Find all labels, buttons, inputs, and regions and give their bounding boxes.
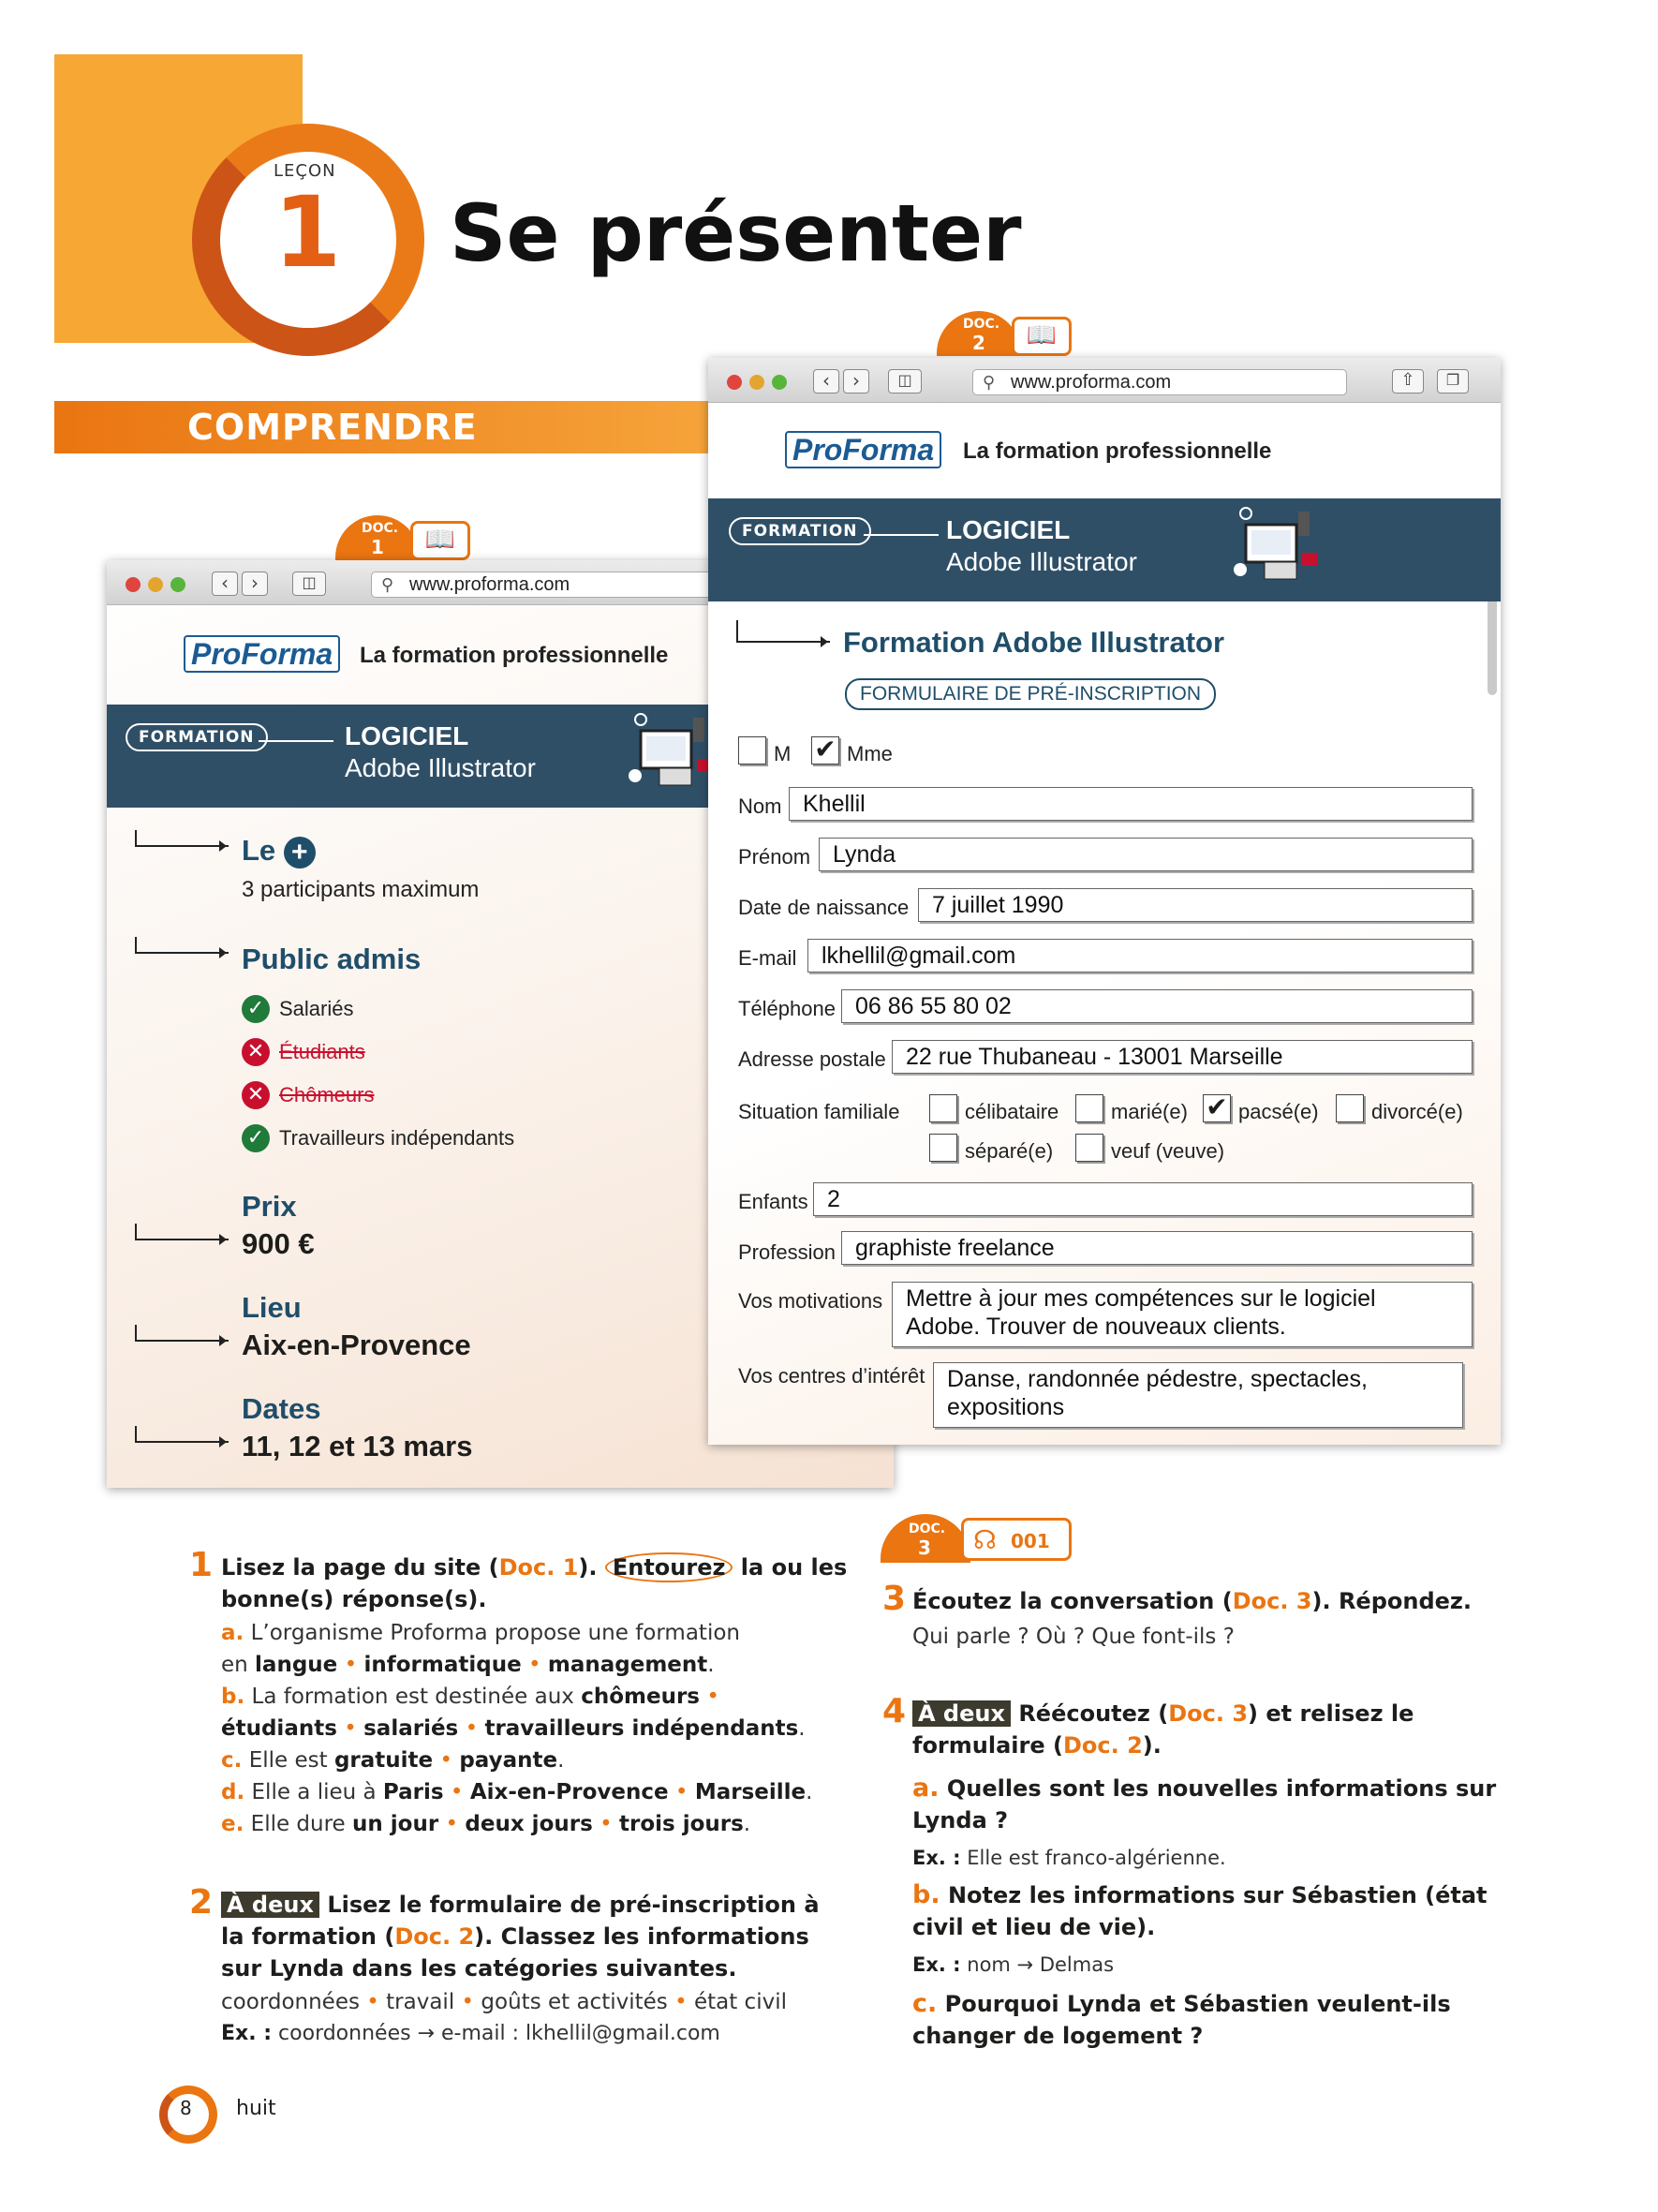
ex4-item-c bbox=[912, 1988, 1451, 2020]
doc1-public-title: Public admis bbox=[242, 943, 422, 975]
ex4-instruction-line2 bbox=[912, 1730, 1162, 1761]
ex1-item-text: L’organisme Proforma propose une formation bbox=[250, 1621, 740, 1645]
form-subtitle: FORMULAIRE DE PRÉ-INSCRIPTION bbox=[845, 678, 1216, 710]
forward-icon[interactable]: › bbox=[843, 369, 869, 393]
check-icon: ✓ bbox=[242, 995, 270, 1023]
situation-option: célibataire bbox=[965, 1100, 1059, 1123]
ex4-item-text: Pourquoi Lynda et Sébastien veulent-ils bbox=[944, 1991, 1451, 2017]
situation-option: séparé(e) bbox=[965, 1139, 1054, 1163]
doc1-dates-title: Dates bbox=[242, 1392, 321, 1425]
answer-option[interactable]: trois jours bbox=[618, 1812, 744, 1836]
ex3-text: Écoutez la conversation ( bbox=[912, 1588, 1233, 1614]
ex4-example-b bbox=[912, 1949, 1114, 1981]
ex4-text: ). bbox=[1142, 1732, 1162, 1759]
arrow-bracket-icon bbox=[135, 937, 229, 954]
example-label: Ex. : bbox=[912, 1953, 961, 1976]
ex1-number: 1 bbox=[189, 1546, 214, 1584]
gender-m-label: M bbox=[774, 742, 792, 765]
ex2-categories: coordonnées • travail • goûts et activités • état civil bbox=[221, 1990, 787, 2014]
doc1-public-item: Salariés bbox=[279, 997, 354, 1020]
email-field[interactable]: lkhellil@gmail.com bbox=[807, 939, 1473, 972]
profession-label: Profession bbox=[738, 1240, 836, 1264]
separe-checkbox[interactable] bbox=[929, 1134, 957, 1162]
back-icon[interactable]: ‹ bbox=[813, 369, 839, 393]
pair-work-tag: À deux bbox=[912, 1700, 1011, 1727]
doc2-logo[interactable]: ProForma bbox=[785, 431, 941, 468]
example-label: Ex. : bbox=[912, 1847, 961, 1869]
doc1-badge-number: 1 bbox=[371, 536, 384, 558]
answer-option[interactable]: management bbox=[547, 1653, 708, 1677]
sidebar-icon[interactable]: ◫ bbox=[292, 572, 326, 596]
ex1-letter: a. bbox=[221, 1621, 244, 1645]
doc2-browser-toolbar bbox=[708, 358, 1501, 403]
ex4-example-a bbox=[912, 1842, 1226, 1874]
form-title: Formation Adobe Illustrator bbox=[843, 626, 1225, 659]
ex2-text: Lisez le formulaire de pré-inscription à bbox=[327, 1892, 820, 1918]
section-title: COMPRENDRE bbox=[187, 407, 478, 448]
centres-field[interactable] bbox=[933, 1362, 1463, 1428]
doc2-formation-pill: FORMATION bbox=[729, 517, 871, 545]
answer-option[interactable]: Marseille bbox=[694, 1780, 807, 1804]
check-icon: ✓ bbox=[242, 1124, 270, 1152]
page-title: Se présenter bbox=[450, 187, 1022, 279]
search-icon: ⚲ bbox=[983, 373, 996, 392]
doc2-band-title: LOGICIEL bbox=[946, 515, 1071, 544]
ex1-letter: e. bbox=[221, 1812, 244, 1836]
celibataire-checkbox[interactable] bbox=[929, 1094, 957, 1122]
book-icon: 📖 bbox=[410, 521, 470, 560]
answer-option[interactable]: deux jours bbox=[465, 1812, 593, 1836]
motivations-field[interactable] bbox=[892, 1282, 1473, 1347]
ex1-item-text: Elle a lieu à bbox=[251, 1780, 377, 1804]
email-label: E-mail bbox=[738, 946, 797, 970]
ex4-item-b-line2: civil et lieu de vie). bbox=[912, 1914, 1156, 1940]
ex4-text: ) et relisez le bbox=[1248, 1700, 1414, 1727]
gender-m-checkbox[interactable] bbox=[738, 736, 766, 765]
answer-option[interactable]: salariés bbox=[363, 1716, 459, 1741]
ex1-text: ). bbox=[578, 1554, 605, 1581]
arrow-bracket-icon bbox=[135, 830, 229, 847]
doc1-badge-label: DOC. bbox=[362, 521, 399, 536]
ex4-doc-ref: Doc. 3 bbox=[1168, 1700, 1249, 1727]
doc1-logo[interactable]: ProForma bbox=[184, 635, 340, 673]
doc1-public-item: Chômeurs bbox=[279, 1083, 375, 1106]
ex1-item-a bbox=[221, 1617, 740, 1649]
situation-option: marié(e) bbox=[1111, 1100, 1188, 1123]
tabs-icon[interactable]: ❐ bbox=[1437, 369, 1469, 393]
divorce-checkbox[interactable] bbox=[1336, 1094, 1364, 1122]
plus-icon: + bbox=[284, 837, 316, 868]
page-number: 8 bbox=[180, 2097, 192, 2119]
adresse-label: Adresse postale bbox=[738, 1047, 886, 1071]
veuf-checkbox[interactable] bbox=[1075, 1134, 1103, 1162]
telephone-field[interactable]: 06 86 55 80 02 bbox=[841, 989, 1473, 1023]
share-icon[interactable]: ⇧ bbox=[1392, 369, 1424, 393]
ex2-text: ). Classez les informations bbox=[474, 1923, 809, 1950]
example-text: Elle est franco-algérienne. bbox=[967, 1847, 1226, 1869]
prenom-field[interactable]: Lynda bbox=[819, 838, 1473, 871]
answer-option[interactable]: chômeurs bbox=[581, 1685, 700, 1709]
doc1-le-plus-text: Le bbox=[242, 834, 276, 867]
cross-icon: ✕ bbox=[242, 1038, 270, 1066]
ex4-letter: a. bbox=[912, 1774, 940, 1803]
nom-field[interactable]: Khellil bbox=[789, 787, 1473, 821]
answer-option[interactable]: informatique bbox=[363, 1653, 522, 1677]
ex1-item-text: Elle dure bbox=[250, 1812, 346, 1836]
computer-illustration-icon bbox=[1233, 502, 1326, 586]
minimize-dot[interactable] bbox=[148, 577, 163, 592]
ex2-number: 2 bbox=[189, 1883, 214, 1922]
pacse-checkbox[interactable]: ✔ bbox=[1203, 1094, 1231, 1122]
arrow-bracket-icon bbox=[736, 620, 830, 643]
ex1-item-b: b. La formation est destinée aux chômeurs • bbox=[221, 1685, 719, 1709]
answer-option[interactable]: Paris bbox=[382, 1780, 444, 1804]
ex4-text: Réécoutez ( bbox=[1018, 1700, 1169, 1727]
maximize-dot[interactable] bbox=[170, 577, 185, 592]
doc3-badge bbox=[881, 1514, 1077, 1563]
lesson-label: LEÇON bbox=[274, 161, 336, 181]
centres-label: Vos centres d’intérêt bbox=[738, 1364, 925, 1388]
ex1-item-a-options: en langue • informatique • management. bbox=[221, 1653, 715, 1677]
ex2-text: la formation ( bbox=[221, 1923, 395, 1950]
enfants-label: Enfants bbox=[738, 1190, 808, 1213]
ex1-item-d: d. Elle a lieu à Paris • Aix-en-Provence • Marseille. bbox=[221, 1780, 813, 1804]
example-text: nom → Delmas bbox=[967, 1953, 1115, 1976]
answer-option[interactable]: étudiants bbox=[221, 1716, 337, 1741]
ex1-doc-ref: Doc. 1 bbox=[498, 1554, 579, 1581]
doc2-url-bar[interactable] bbox=[972, 369, 1347, 395]
doc2-badge bbox=[937, 311, 1077, 356]
search-icon: ⚲ bbox=[381, 575, 394, 594]
ex1-letter: d. bbox=[221, 1780, 245, 1804]
forward-icon[interactable]: › bbox=[242, 572, 268, 596]
ex4-item-text: Notez les informations sur Sébastien (état bbox=[947, 1882, 1488, 1908]
ex2-instruction-line3: sur Lynda dans les catégories suivantes. bbox=[221, 1955, 737, 1982]
ex2-doc-ref: Doc. 2 bbox=[394, 1923, 475, 1950]
doc1-public-item: Étudiants bbox=[279, 1040, 365, 1063]
doc2-band bbox=[708, 498, 1501, 601]
doc3-badge-label: DOC. bbox=[909, 1522, 946, 1537]
doc1-prix-value: 900 € bbox=[242, 1227, 315, 1260]
doc1-lieu-title: Lieu bbox=[242, 1291, 302, 1324]
doc1-tagline: La formation professionnelle bbox=[360, 643, 669, 668]
ex1-letter: b. bbox=[221, 1685, 245, 1709]
motivations-line: Mettre à jour mes compétences sur le logiciel bbox=[906, 1285, 1376, 1312]
answer-option[interactable]: Aix-en-Provence bbox=[469, 1780, 669, 1804]
ex1-item-text: La formation est destinée aux bbox=[251, 1685, 574, 1709]
ex1-letter: c. bbox=[221, 1748, 243, 1773]
ex4-item-c-line2: changer de logement ? bbox=[912, 2023, 1204, 2049]
ex1-instruction-line2: bonne(s) réponse(s). bbox=[221, 1586, 487, 1612]
cross-icon: ✕ bbox=[242, 1081, 270, 1109]
doc1-prix-title: Prix bbox=[242, 1190, 297, 1223]
ex2-instruction-line2 bbox=[221, 1921, 809, 1952]
situation-label: Situation familiale bbox=[738, 1100, 900, 1123]
naissance-label: Date de naissance bbox=[738, 896, 910, 919]
answer-option[interactable]: travailleurs indépendants bbox=[484, 1716, 799, 1741]
doc2-band-subtitle: Adobe Illustrator bbox=[946, 547, 1137, 576]
doc1-badge bbox=[335, 515, 476, 560]
ex4-instruction bbox=[912, 1698, 1414, 1730]
telephone-label: Téléphone bbox=[738, 997, 836, 1020]
answer-option[interactable]: payante bbox=[459, 1748, 558, 1773]
headphones-icon: ☊ bbox=[973, 1524, 997, 1555]
doc2-window bbox=[708, 358, 1501, 1445]
doc2-badge-number: 2 bbox=[972, 332, 985, 354]
ex4-text: formulaire ( bbox=[912, 1732, 1063, 1759]
page-number-word: huit bbox=[236, 2097, 276, 2120]
ex1-text: Lisez la page du site ( bbox=[221, 1554, 499, 1581]
ex4-number: 4 bbox=[882, 1692, 907, 1730]
close-dot[interactable] bbox=[727, 375, 742, 390]
answer-option[interactable]: un jour bbox=[352, 1812, 439, 1836]
doc3-audio-box[interactable] bbox=[961, 1518, 1072, 1561]
ex1-item-e: e. Elle dure un jour • deux jours • trois jours. bbox=[221, 1812, 751, 1836]
ex4-doc-ref: Doc. 2 bbox=[1062, 1732, 1143, 1759]
prenom-label: Prénom bbox=[738, 845, 811, 868]
ex1-item-b-options: étudiants • salariés • travailleurs indépendants. bbox=[221, 1716, 806, 1741]
doc1-participants: 3 participants maximum bbox=[242, 877, 480, 902]
ex3-number: 3 bbox=[882, 1580, 907, 1618]
doc1-le-plus bbox=[242, 834, 316, 868]
ex3-text: ). Répondez. bbox=[1311, 1588, 1472, 1614]
arrow-bracket-icon bbox=[135, 1224, 229, 1240]
doc2-tagline: La formation professionnelle bbox=[963, 438, 1272, 464]
close-dot[interactable] bbox=[126, 577, 141, 592]
situation-option: veuf (veuve) bbox=[1111, 1139, 1225, 1163]
doc3-audio-track: 001 bbox=[1011, 1530, 1050, 1552]
ex1-circled-word: Entourez bbox=[605, 1552, 733, 1582]
answer-option[interactable]: langue bbox=[255, 1653, 338, 1677]
ex3-subquestion: Qui parle ? Où ? Que font-ils ? bbox=[912, 1625, 1235, 1649]
category-item: travail bbox=[386, 1990, 455, 2014]
situation-option: pacsé(e) bbox=[1238, 1100, 1319, 1123]
arrow-bracket-icon bbox=[135, 1426, 229, 1443]
situation-option: divorcé(e) bbox=[1371, 1100, 1463, 1123]
ex4-item-a-line2: Lynda ? bbox=[912, 1807, 1009, 1833]
ex4-letter: b. bbox=[912, 1880, 940, 1909]
ex4-item-b bbox=[912, 1879, 1488, 1911]
profession-field[interactable]: graphiste freelance bbox=[841, 1231, 1473, 1265]
ex1-item-text: en bbox=[221, 1653, 248, 1677]
doc2-badge-label: DOC. bbox=[963, 317, 1000, 332]
ex1-item-c: c. Elle est gratuite • payante. bbox=[221, 1748, 565, 1773]
arrow-right-icon bbox=[259, 740, 333, 742]
centres-line: expositions bbox=[947, 1394, 1065, 1420]
doc1-band-subtitle: Adobe Illustrator bbox=[345, 753, 536, 782]
ex4-item-a bbox=[912, 1773, 1496, 1804]
ex3-instruction bbox=[912, 1585, 1472, 1617]
gender-mme-label: Mme bbox=[847, 742, 893, 765]
enfants-field[interactable]: 2 bbox=[813, 1182, 1473, 1216]
answer-option[interactable]: gratuite bbox=[333, 1748, 434, 1773]
doc2-url-text: www.proforma.com bbox=[1011, 372, 1172, 393]
doc1-formation-pill: FORMATION bbox=[126, 723, 268, 751]
centres-line: Danse, randonnée pédestre, spectacles, bbox=[947, 1366, 1368, 1392]
doc3-badge-number: 3 bbox=[918, 1537, 931, 1559]
sidebar-icon[interactable]: ◫ bbox=[888, 369, 922, 393]
arrow-bracket-icon bbox=[135, 1325, 229, 1342]
book-icon: 📖 bbox=[1012, 317, 1072, 356]
ex3-doc-ref: Doc. 3 bbox=[1232, 1588, 1312, 1614]
ex2-example bbox=[221, 2018, 720, 2050]
nom-label: Nom bbox=[738, 794, 782, 818]
arrow-right-icon bbox=[864, 534, 939, 536]
adresse-field[interactable]: 22 rue Thubaneau - 13001 Marseille bbox=[892, 1040, 1473, 1074]
ex1-text: la ou les bbox=[733, 1554, 848, 1581]
lesson-number: 1 bbox=[274, 175, 342, 289]
category-item: état civil bbox=[693, 1990, 787, 2014]
doc1-band-title: LOGICIEL bbox=[345, 721, 469, 750]
category-item: goûts et activités bbox=[481, 1990, 668, 2014]
example-label: Ex. : bbox=[221, 2022, 273, 2045]
doc1-url-text: www.proforma.com bbox=[409, 574, 570, 595]
motivations-line: Adobe. Trouver de nouveaux clients. bbox=[906, 1314, 1286, 1340]
naissance-field[interactable]: 7 juillet 1990 bbox=[918, 888, 1473, 922]
ex1-instruction bbox=[221, 1551, 847, 1583]
doc1-lieu-value: Aix-en-Provence bbox=[242, 1329, 471, 1361]
motivations-label: Vos motivations bbox=[738, 1289, 883, 1313]
ex1-item-text: Elle est bbox=[248, 1748, 328, 1773]
ex4-item-text: Quelles sont les nouvelles informations sur bbox=[946, 1775, 1497, 1802]
pair-work-tag: À deux bbox=[221, 1892, 319, 1918]
ex2-instruction bbox=[221, 1889, 820, 1921]
maximize-dot[interactable] bbox=[772, 375, 787, 390]
minimize-dot[interactable] bbox=[749, 375, 764, 390]
back-icon[interactable]: ‹ bbox=[212, 572, 238, 596]
category-item: coordonnées bbox=[221, 1990, 360, 2014]
doc1-dates-value: 11, 12 et 13 mars bbox=[242, 1430, 473, 1462]
doc1-public-item: Travailleurs indépendants bbox=[279, 1126, 515, 1150]
example-text: coordonnées → e-mail : lkhellil@gmail.com bbox=[278, 2022, 720, 2045]
ex4-letter: c. bbox=[912, 1989, 938, 2018]
gender-mme-checkbox[interactable]: ✔ bbox=[811, 736, 839, 765]
computer-illustration-icon bbox=[628, 708, 721, 793]
marie-checkbox[interactable] bbox=[1075, 1094, 1103, 1122]
